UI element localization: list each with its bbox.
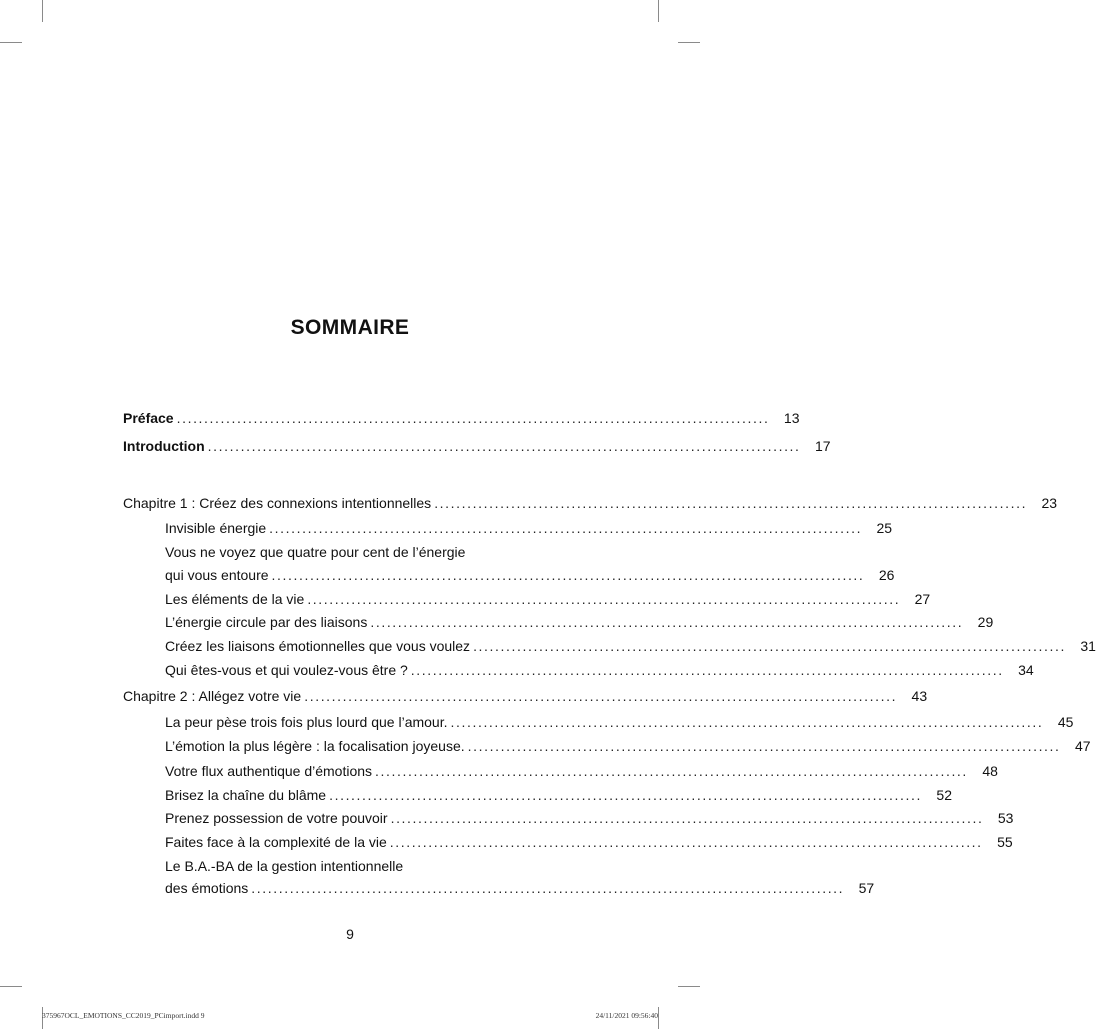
toc-entry-section[interactable] bbox=[165, 637, 1096, 655]
toc-leader-dots: ............................................................................................................ bbox=[467, 738, 1061, 754]
toc-entry-section[interactable] bbox=[165, 613, 994, 631]
toc-entry-label: Créez les liaisons émotionnelles que vous voulez bbox=[165, 638, 471, 654]
toc-entry-label: Qui êtes-vous et qui voulez-vous être ? bbox=[165, 662, 408, 678]
toc-page-number: 52 bbox=[936, 787, 952, 803]
toc-leader-dots: ............................................................................................................ bbox=[390, 810, 984, 826]
toc-entry-label: Votre flux authentique d’émotions bbox=[165, 763, 373, 779]
toc-page-number: 48 bbox=[982, 763, 998, 779]
toc-entry-label-line1: Vous ne voyez que quatre pour cent de l’énergie bbox=[165, 544, 466, 560]
toc-entry-label: Faites face à la complexité de la vie bbox=[165, 834, 387, 850]
toc-page-number: 13 bbox=[783, 410, 800, 426]
toc-page-number: 34 bbox=[1018, 662, 1034, 678]
toc-entry-section[interactable] bbox=[165, 737, 1091, 755]
page-title: SOMMAIRE bbox=[290, 316, 410, 339]
toc-entry-label: Chapitre 1 : Créez des connexions intentionnelles bbox=[123, 495, 432, 511]
toc-leader-dots: ............................................................................................................ bbox=[304, 688, 898, 704]
crop-mark bbox=[658, 1007, 659, 1029]
toc-entry-section[interactable] bbox=[165, 833, 1013, 851]
crop-mark bbox=[678, 42, 700, 43]
toc-entry-label: La peur pèse trois fois plus lourd que l’amour. bbox=[165, 714, 448, 730]
toc-page-number: 23 bbox=[1041, 495, 1058, 511]
toc-leader-dots: ............................................................................................................ bbox=[329, 787, 922, 803]
toc-entry-label: Prenez possession de votre pouvoir bbox=[165, 810, 388, 826]
toc-entry-label: L’énergie circule par des liaisons bbox=[165, 614, 368, 630]
crop-mark bbox=[658, 0, 659, 22]
toc-entry-label: Chapitre 2 : Allégez votre vie bbox=[123, 688, 302, 704]
toc-page-number: 31 bbox=[1080, 638, 1096, 654]
toc-entry-label: des émotions bbox=[165, 880, 249, 896]
toc-leader-dots: ............................................................................................................ bbox=[473, 638, 1066, 654]
toc-page-number: 17 bbox=[814, 438, 831, 454]
toc-entry-section[interactable] bbox=[165, 519, 893, 537]
printer-slug-timestamp: 24/11/2021 09:56:40 bbox=[595, 1011, 658, 1020]
toc-entry-section[interactable] bbox=[165, 661, 1034, 679]
toc-entry-section[interactable] bbox=[165, 590, 931, 608]
toc-page-number: 57 bbox=[858, 880, 875, 896]
toc-page-number: 45 bbox=[1057, 714, 1074, 730]
toc-entry-label: Invisible énergie bbox=[165, 520, 267, 536]
toc-leader-dots: ............................................................................................................ bbox=[410, 662, 1004, 678]
toc-leader-dots: ............................................................................................................ bbox=[207, 438, 801, 454]
toc-entry-section[interactable] bbox=[165, 879, 875, 897]
toc-entry-section[interactable] bbox=[165, 786, 952, 804]
toc-leader-dots: ............................................................................................................ bbox=[370, 614, 964, 630]
printer-slug-filename: 375967OCL_EMOTIONS_CC2019_PCimport.indd 9 bbox=[42, 1011, 205, 1020]
toc-leader-dots: ............................................................................................................ bbox=[176, 410, 770, 426]
toc-page-number: 55 bbox=[997, 834, 1013, 850]
page-number: 9 bbox=[346, 926, 354, 942]
toc-entry-section[interactable] bbox=[165, 713, 1074, 731]
crop-mark bbox=[0, 42, 22, 43]
toc-leader-dots: ............................................................................................................ bbox=[271, 567, 865, 583]
toc-leader-dots: ............................................................................................................ bbox=[375, 763, 968, 779]
toc-entry-section[interactable] bbox=[165, 809, 1014, 827]
toc-entry-label: Introduction bbox=[123, 438, 205, 454]
toc-entry-chapter-1[interactable] bbox=[123, 494, 1058, 512]
crop-mark bbox=[0, 986, 22, 987]
toc-page-number: 43 bbox=[911, 688, 928, 704]
toc-entry-label: Les éléments de la vie bbox=[165, 591, 305, 607]
toc-leader-dots: ............................................................................................................ bbox=[450, 714, 1044, 730]
toc-entry-label: qui vous entoure bbox=[165, 567, 269, 583]
toc-page-number: 26 bbox=[878, 567, 895, 583]
toc-leader-dots: ............................................................................................................ bbox=[389, 834, 983, 850]
toc-entry-label: Préface bbox=[123, 410, 174, 426]
toc-entry-chapter-2[interactable] bbox=[123, 687, 928, 705]
toc-leader-dots: ............................................................................................................ bbox=[269, 520, 863, 536]
toc-page-number: 53 bbox=[997, 810, 1014, 826]
toc-page-number: 25 bbox=[876, 520, 893, 536]
toc-entry-label-line1: Le B.A.-BA de la gestion intentionnelle bbox=[165, 858, 404, 874]
toc-page-number: 47 bbox=[1074, 738, 1091, 754]
toc-entry-preface[interactable] bbox=[123, 409, 800, 427]
toc-entry-section[interactable] bbox=[165, 762, 998, 780]
toc-page-number: 29 bbox=[977, 614, 994, 630]
toc-leader-dots: ............................................................................................................ bbox=[434, 495, 1028, 511]
toc-page-number: 27 bbox=[914, 591, 931, 607]
toc-entry-label: L’émotion la plus légère : la focalisation joyeuse. bbox=[165, 738, 465, 754]
toc-entry-section[interactable] bbox=[165, 566, 895, 584]
toc-entry-introduction[interactable] bbox=[123, 437, 831, 455]
toc-entry-label: Brisez la chaîne du blâme bbox=[165, 787, 327, 803]
toc-leader-dots: ............................................................................................................ bbox=[251, 880, 845, 896]
toc-leader-dots: ............................................................................................................ bbox=[307, 591, 901, 607]
crop-mark bbox=[42, 0, 43, 22]
crop-mark bbox=[678, 986, 700, 987]
